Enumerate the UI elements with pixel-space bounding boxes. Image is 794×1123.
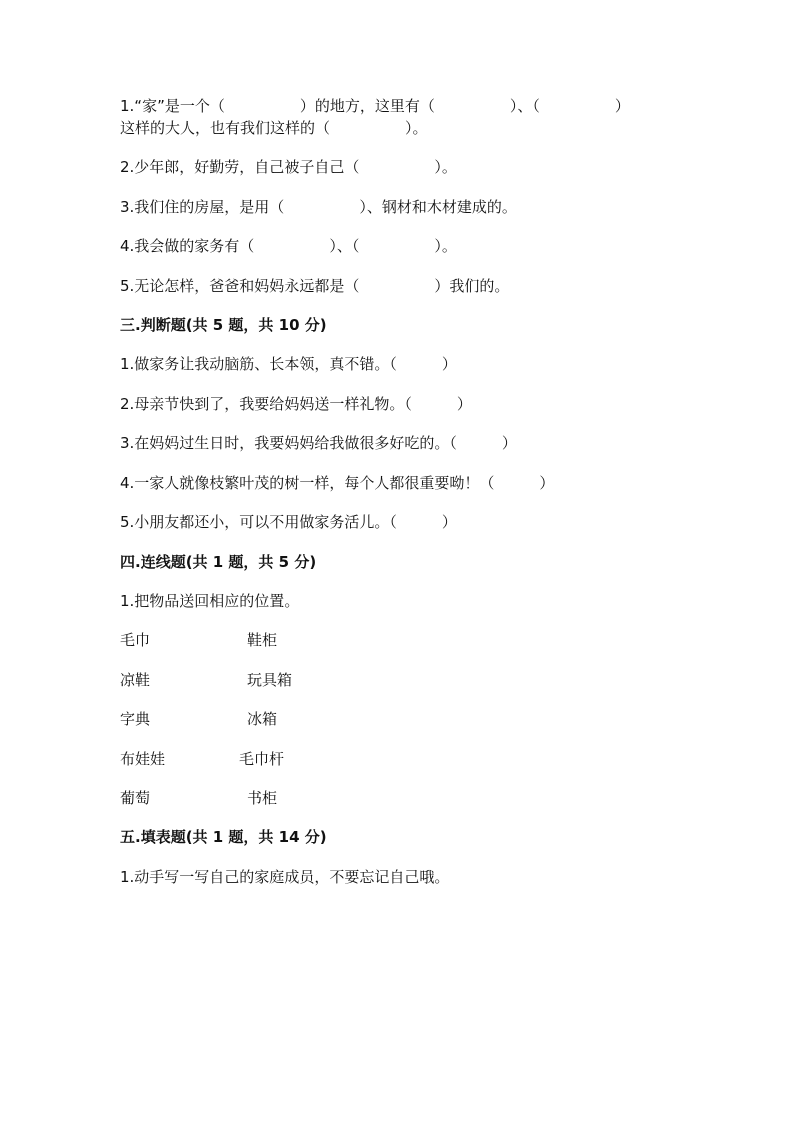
match-left-item: 字典 xyxy=(120,710,151,728)
fill-blank-q5: 5.无论怎样，爸爸和妈妈永远都是（ ）我们的。 xyxy=(120,277,510,295)
match-right-item: 书柜 xyxy=(247,789,278,807)
fill-blank-q4: 4.我会做的家务有（ ）、（ ）。 xyxy=(120,237,457,255)
match-left-item: 凉鞋 xyxy=(120,671,151,689)
match-left-item: 葡萄 xyxy=(120,789,151,807)
match-left-item: 毛巾 xyxy=(120,631,151,649)
section-heading-table: 五.填表题(共 1 题，共 14 分) xyxy=(120,828,327,846)
judgement-q5: 5.小朋友都还小，可以不用做家务活儿。（ ） xyxy=(120,513,457,531)
judgement-q1: 1.做家务让我动脑筋、长本领，真不错。（ ） xyxy=(120,355,457,373)
fill-blank-q3: 3.我们住的房屋，是用（ ）、钢材和木材建成的。 xyxy=(120,198,517,216)
judgement-q3: 3.在妈妈过生日时，我要妈妈给我做很多好吃的。（ ） xyxy=(120,434,517,452)
judgement-q4: 4.一家人就像枝繁叶茂的树一样，每个人都很重要呦！（ ） xyxy=(120,474,555,492)
section-heading-matching: 四.连线题(共 1 题，共 5 分) xyxy=(120,553,317,571)
judgement-q2: 2.母亲节快到了，我要给妈妈送一样礼物。（ ） xyxy=(120,395,472,413)
section-heading-judgement: 三.判断题(共 5 题，共 10 分) xyxy=(120,316,327,334)
fill-blank-q2: 2.少年郎，好勤劳，自己被子自己（ ）。 xyxy=(120,158,457,176)
match-right-item: 玩具箱 xyxy=(247,671,293,689)
matching-question: 1.把物品送回相应的位置。 xyxy=(120,592,300,610)
match-right-item: 冰箱 xyxy=(247,710,278,728)
match-left-item: 布娃娃 xyxy=(120,750,166,768)
table-question: 1.动手写一写自己的家庭成员，不要忘记自己哦。 xyxy=(120,868,450,886)
fill-blank-q1-line2: 这样的大人，也有我们这样的（ ）。 xyxy=(120,119,428,137)
match-right-item: 鞋柜 xyxy=(247,631,278,649)
match-right-item: 毛巾杆 xyxy=(239,750,285,768)
fill-blank-q1-line1: 1.“家”是一个（ ）的地方，这里有（ ）、（ ） xyxy=(120,97,630,115)
